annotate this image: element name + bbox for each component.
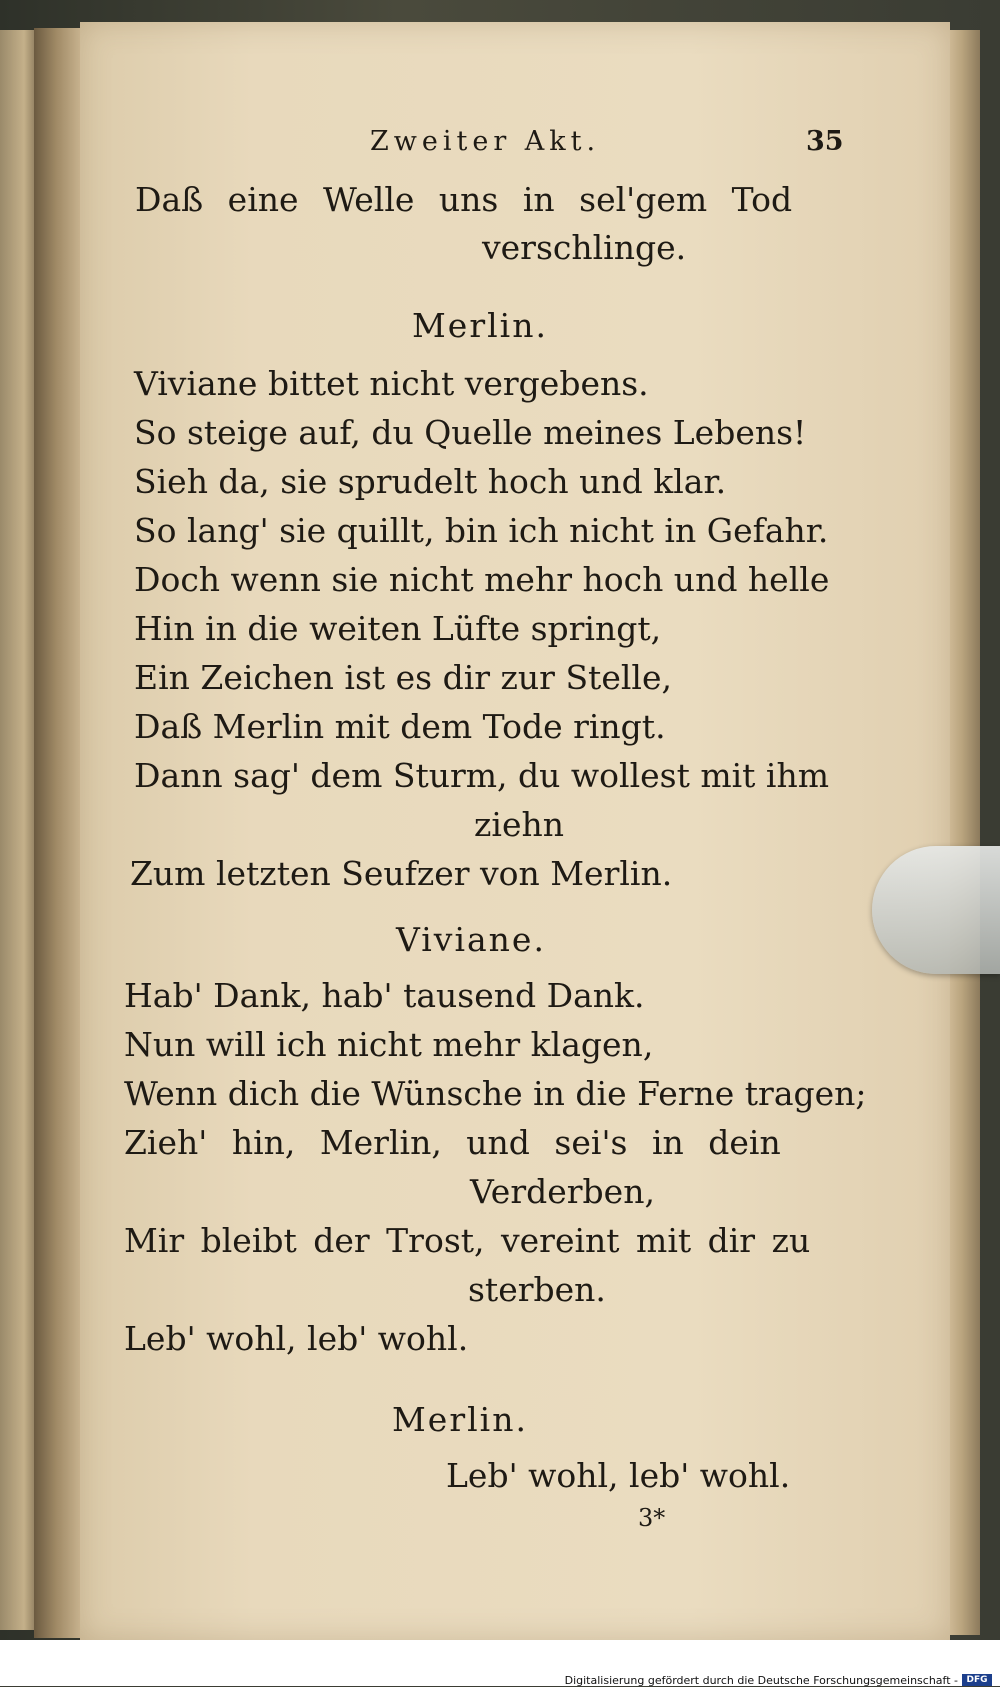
verse-line: Nun will ich nicht mehr klagen, [124, 1025, 654, 1064]
verse-line: Ein Zeichen ist es dir zur Stelle, [134, 658, 672, 697]
verse-line: Daß Merlin mit dem Tode ringt. [134, 707, 666, 746]
page-clip-tab [872, 846, 1000, 974]
book-gutter [34, 28, 84, 1638]
signature-mark: 3* [638, 1504, 666, 1532]
verse-line: Leb' wohl, leb' wohl. [446, 1456, 791, 1495]
verse-line: Hab' Dank, hab' tausend Dank. [124, 976, 645, 1015]
speaker-heading: Viviane. [396, 920, 546, 959]
speaker-heading: Merlin. [412, 306, 548, 345]
verse-line: Leb' wohl, leb' wohl. [124, 1319, 469, 1358]
verse-line: Zieh' hin, Merlin, und sei's in dein [124, 1123, 781, 1162]
verse-line: verschlinge. [482, 228, 687, 267]
digitization-footer [0, 1640, 1000, 1686]
speaker-heading: Merlin. [392, 1400, 528, 1439]
dfg-logo: DFG [962, 1674, 992, 1686]
verse-line: So steige auf, du Quelle meines Lebens! [134, 413, 807, 452]
page-number: 35 [806, 126, 844, 157]
verse-line: sterben. [468, 1270, 606, 1309]
verse-line: Hin in die weiten Lüfte springt, [134, 609, 662, 648]
verse-line: Mir bleibt der Trost, vereint mit dir zu [124, 1221, 811, 1260]
footer-credit: Digitalisierung gefördert durch die Deutsche Forschungsgemeinschaft - [564, 1674, 958, 1687]
verse-line: Daß eine Welle uns in sel'gem Tod [135, 180, 793, 219]
verse-line: Dann sag' dem Sturm, du wollest mit ihm [134, 756, 830, 795]
verse-line: Viviane bittet nicht vergebens. [134, 364, 649, 403]
running-header: Zweiter Akt. [370, 126, 601, 157]
verse-line: Wenn dich die Wünsche in die Ferne tragen; [124, 1074, 867, 1113]
verse-line: Zum letzten Seufzer von Merlin. [130, 854, 673, 893]
verse-line: Sieh da, sie sprudelt hoch und klar. [134, 462, 727, 501]
verse-line: Verderben, [470, 1172, 655, 1211]
page-stack-edge [950, 30, 980, 1635]
verse-line: Doch wenn sie nicht mehr hoch und helle [134, 560, 830, 599]
verse-line: ziehn [474, 805, 564, 844]
verse-line: So lang' sie quillt, bin ich nicht in Gefahr. [134, 511, 829, 550]
